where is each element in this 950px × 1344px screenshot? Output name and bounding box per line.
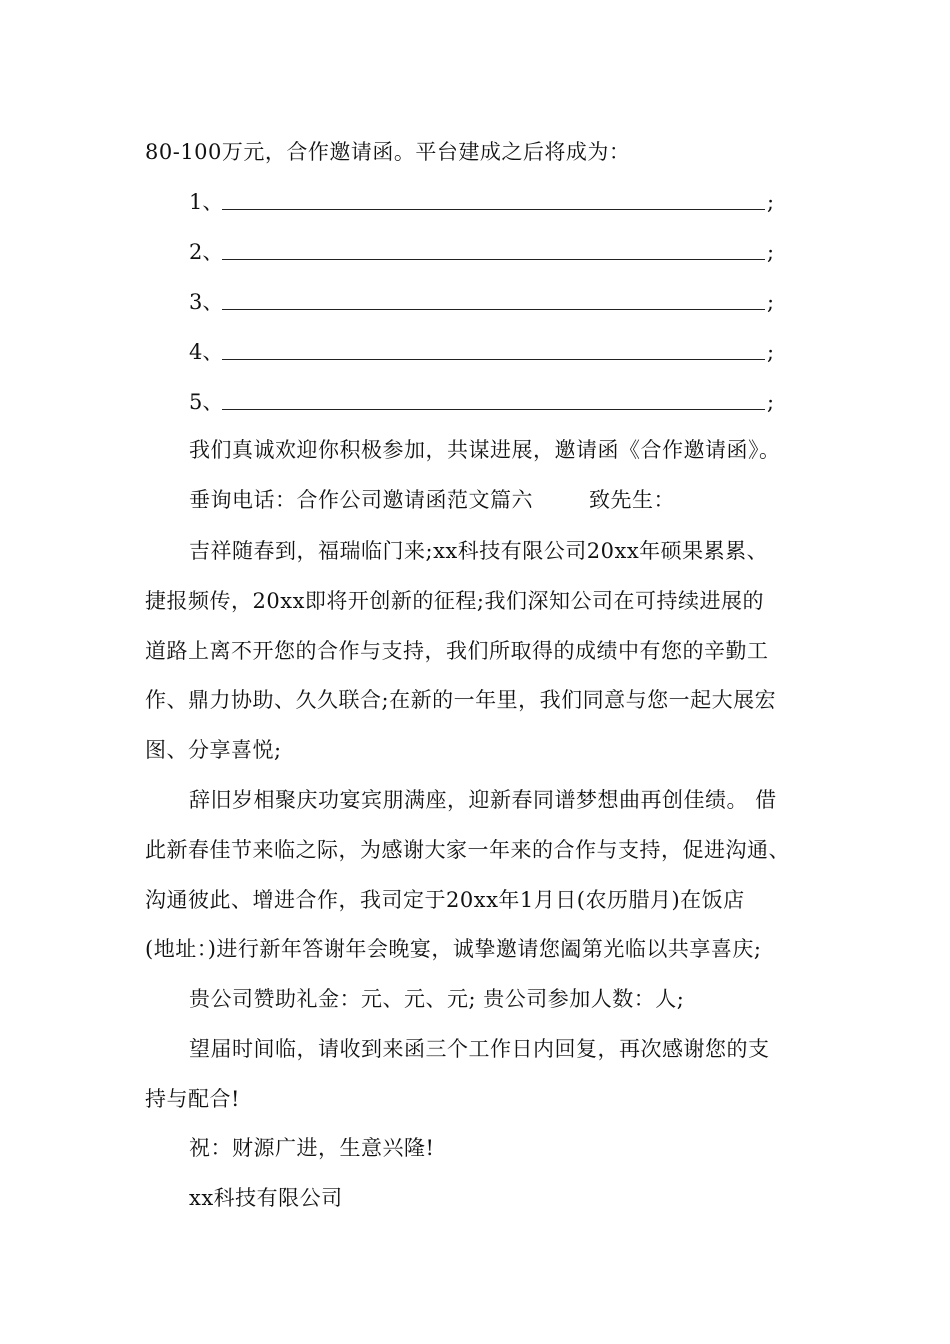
blank-item-end: ; [767,340,775,364]
paragraph-1-line-4: 作、鼎力协助、久久联合;在新的一年里，我们同意与您一起大展宏 [145,688,777,712]
blank-item-number: 5、 [189,390,224,414]
blank-underline [222,409,765,410]
paragraph-1-line-2: 捷报频传，20xx即将开创新的征程;我们深知公司在可持续进展的 [145,589,764,613]
blank-item-number: 3、 [189,290,224,314]
paragraph-1-line-5: 图、分享喜悦; [145,738,282,762]
blank-underline [222,259,765,260]
paragraph-2-line-1: 辞旧岁相聚庆功宴宾朋满座，迎新春同谱梦想曲再创佳绩。 借 [189,788,777,812]
welcome-line: 我们真诚欢迎你积极参加，共谋进展，邀请函《合作邀请函》。 [189,438,781,462]
paragraph-2-line-4: (地址：)进行新年答谢年会晚宴，诚挚邀请您阖第光临以共享喜庆; [145,937,762,961]
blank-underline [222,309,765,310]
blank-item-4 [189,337,789,367]
blank-item-3 [189,287,789,317]
blank-item-number: 1、 [189,190,224,214]
blank-item-end: ; [767,290,775,314]
inquiry-line [189,485,859,515]
paragraph-1-line-3: 道路上离不开您的合作与支持，我们所取得的成绩中有您的辛勤工 [145,639,769,663]
paragraph-2-line-2: 此新春佳节来临之际，为感谢大家一年来的合作与支持，促进沟通、 [145,838,790,862]
blank-item-end: ; [767,240,775,264]
blank-item-1 [189,187,789,217]
paragraph-1-line-1: 吉祥随春到，福瑞临门来;xx科技有限公司20xx年硕果累累、 [189,539,769,563]
blank-underline [222,359,765,360]
blank-item-number: 4、 [189,340,224,364]
blank-item-end: ; [767,390,775,414]
blank-item-5 [189,387,789,417]
wish-line: 祝：财源广进，生意兴隆! [189,1136,435,1160]
paragraph-2-line-3: 沟通彼此、增进合作，我司定于20xx年1月日(农历腊月)在饭店 [145,888,745,912]
blank-item-2 [189,237,789,267]
sponsor-line: 贵公司赞助礼金：元、元、元; 贵公司参加人数：人; [189,987,685,1011]
intro-line: 80-100万元，合作邀请函。平台建成之后将成为： [145,140,631,164]
signature: xx科技有限公司 [189,1186,343,1210]
blank-underline [222,209,765,210]
blank-item-number: 2、 [189,240,224,264]
inquiry-phone: 垂询电话：合作公司邀请函范文篇六 [189,488,533,512]
salutation: 致先生： [589,488,675,512]
paragraph-3-line-2: 持与配合! [145,1087,240,1111]
blank-item-end: ; [767,190,775,214]
paragraph-3-line-1: 望届时间临，请收到来函三个工作日内回复，再次感谢您的支 [189,1037,770,1061]
